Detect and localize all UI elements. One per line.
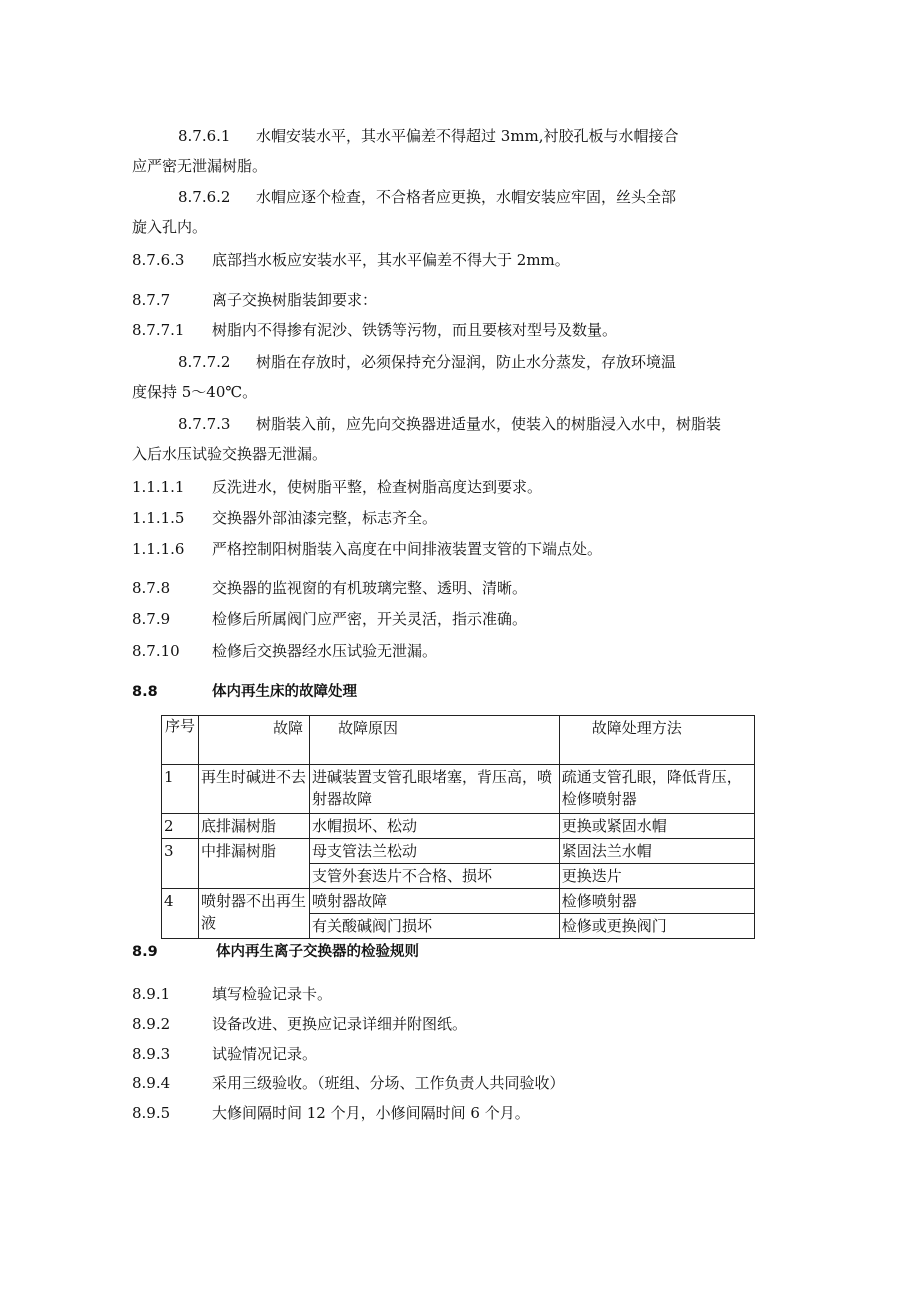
- clause-number: 8.7.6.3: [132, 251, 185, 269]
- rule-text: 采用三级验收。（班组、分场、工作负责人共同验收）: [212, 1074, 565, 1092]
- rule-text: 试验情况记录。: [212, 1045, 318, 1063]
- cell-fix: 紧固法兰水帽: [559, 839, 754, 864]
- clause-text-cont: 度保持 5～40℃。: [132, 383, 258, 401]
- cell-fault: 底排漏树脂: [198, 814, 309, 839]
- header-cause: 故障原因: [309, 716, 559, 765]
- cell-no: 4: [162, 889, 199, 939]
- clause-text-cont: 旋入孔内。: [132, 218, 208, 236]
- rule-text: 设备改进、更换应记录详细并附图纸。: [212, 1015, 468, 1033]
- header-fix: 故障处理方法: [559, 716, 754, 765]
- cell-fault: 再生时碱进不去: [198, 765, 309, 814]
- rule-number: 8.9.3: [132, 1045, 171, 1063]
- clause-number: 8.7.8: [132, 579, 171, 597]
- cell-cause: 有关酸碱阀门损坏: [309, 914, 559, 939]
- cell-no: 3: [162, 839, 199, 889]
- rule-text: 大修间隔时间 12 个月，小修间隔时间 6 个月。: [212, 1104, 530, 1122]
- clause-text: 树脂装入前，应先向交换器进适量水，使装入的树脂浸入水中，树脂装: [256, 415, 722, 433]
- clause-number: 1.1.1.5: [132, 509, 185, 527]
- cell-no: 1: [162, 765, 199, 814]
- table-row: [162, 839, 755, 864]
- table-row: [162, 814, 755, 839]
- rule-text: 填写检验记录卡。: [212, 985, 333, 1003]
- cell-fault: 中排漏树脂: [198, 839, 309, 889]
- section-number: 8.8: [132, 684, 158, 700]
- clause-number: 8.7.7.2: [178, 353, 231, 371]
- cell-fix: 检修或更换阀门: [559, 914, 754, 939]
- clause-text: 交换器外部油漆完整，标志齐全。: [212, 509, 438, 527]
- clause-text: 离子交换树脂装卸要求：: [212, 291, 378, 309]
- table-row: [162, 765, 755, 814]
- clause-number: 8.7.6.1: [178, 127, 231, 145]
- clause-number: 8.7.9: [132, 610, 171, 628]
- rule-number: 8.9.5: [132, 1104, 171, 1122]
- cell-fix: 更换或紧固水帽: [559, 814, 754, 839]
- cell-cause: 母支管法兰松动: [309, 839, 559, 864]
- header-fault: 故障: [198, 716, 309, 765]
- clause-text: 交换器的监视窗的有机玻璃完整、透明、清晰。: [212, 579, 528, 597]
- clause-number: 1.1.1.1: [132, 478, 185, 496]
- table-header-row: [162, 716, 755, 765]
- table-row: [162, 889, 755, 914]
- clause-text: 底部挡水板应安装水平，其水平偏差不得大于 2mm。: [212, 251, 570, 269]
- clause-text-cont: 入后水压试验交换器无泄漏。: [132, 445, 328, 463]
- clause-number: 8.7.7.3: [178, 415, 231, 433]
- rule-number: 8.9.1: [132, 985, 171, 1003]
- cell-fix: 更换迭片: [559, 864, 754, 889]
- clause-text: 检修后所属阀门应严密，开关灵活，指示准确。: [212, 610, 528, 628]
- cell-cause: 支管外套迭片不合格、损坏: [309, 864, 559, 889]
- cell-fix: 疏通支管孔眼，降低背压，检修喷射器: [559, 765, 754, 814]
- fault-table: [161, 715, 755, 939]
- rule-number: 8.9.4: [132, 1074, 171, 1092]
- section-title: 体内再生离子交换器的检验规则: [216, 944, 419, 960]
- header-no: 序号: [162, 716, 199, 765]
- clause-number: 8.7.7.1: [132, 321, 185, 339]
- section-title: 体内再生床的故障处理: [212, 684, 357, 700]
- clause-text: 反洗进水，使树脂平整，检查树脂高度达到要求。: [212, 478, 543, 496]
- cell-fault: 喷射器不出再生液: [198, 889, 309, 939]
- clause-number: 8.7.7: [132, 291, 171, 309]
- clause-number: 8.7.6.2: [178, 188, 231, 206]
- clause-text: 检修后交换器经水压试验无泄漏。: [212, 642, 438, 660]
- clause-number: 8.7.10: [132, 642, 180, 660]
- cell-fix: 检修喷射器: [559, 889, 754, 914]
- cell-no: 2: [162, 814, 199, 839]
- cell-cause: 水帽损坏、松动: [309, 814, 559, 839]
- clause-text-cont: 应严密无泄漏树脂。: [132, 157, 268, 175]
- cell-cause: 喷射器故障: [309, 889, 559, 914]
- clause-text: 树脂内不得掺有泥沙、铁锈等污物，而且要核对型号及数量。: [212, 321, 618, 339]
- section-number: 8.9: [132, 944, 158, 960]
- clause-number: 1.1.1.6: [132, 540, 185, 558]
- clause-text: 严格控制阳树脂装入高度在中间排液装置支管的下端点处。: [212, 540, 603, 558]
- clause-text: 水帽安装水平，其水平偏差不得超过 3mm,衬胶孔板与水帽接合: [256, 127, 679, 145]
- rule-number: 8.9.2: [132, 1015, 171, 1033]
- cell-cause: 进碱装置支管孔眼堵塞，背压高，喷射器故障: [309, 765, 559, 814]
- clause-text: 水帽应逐个检查，不合格者应更换，水帽安装应牢固，丝头全部: [256, 188, 677, 206]
- clause-text: 树脂在存放时，必须保持充分湿润，防止水分蒸发，存放环境温: [256, 353, 677, 371]
